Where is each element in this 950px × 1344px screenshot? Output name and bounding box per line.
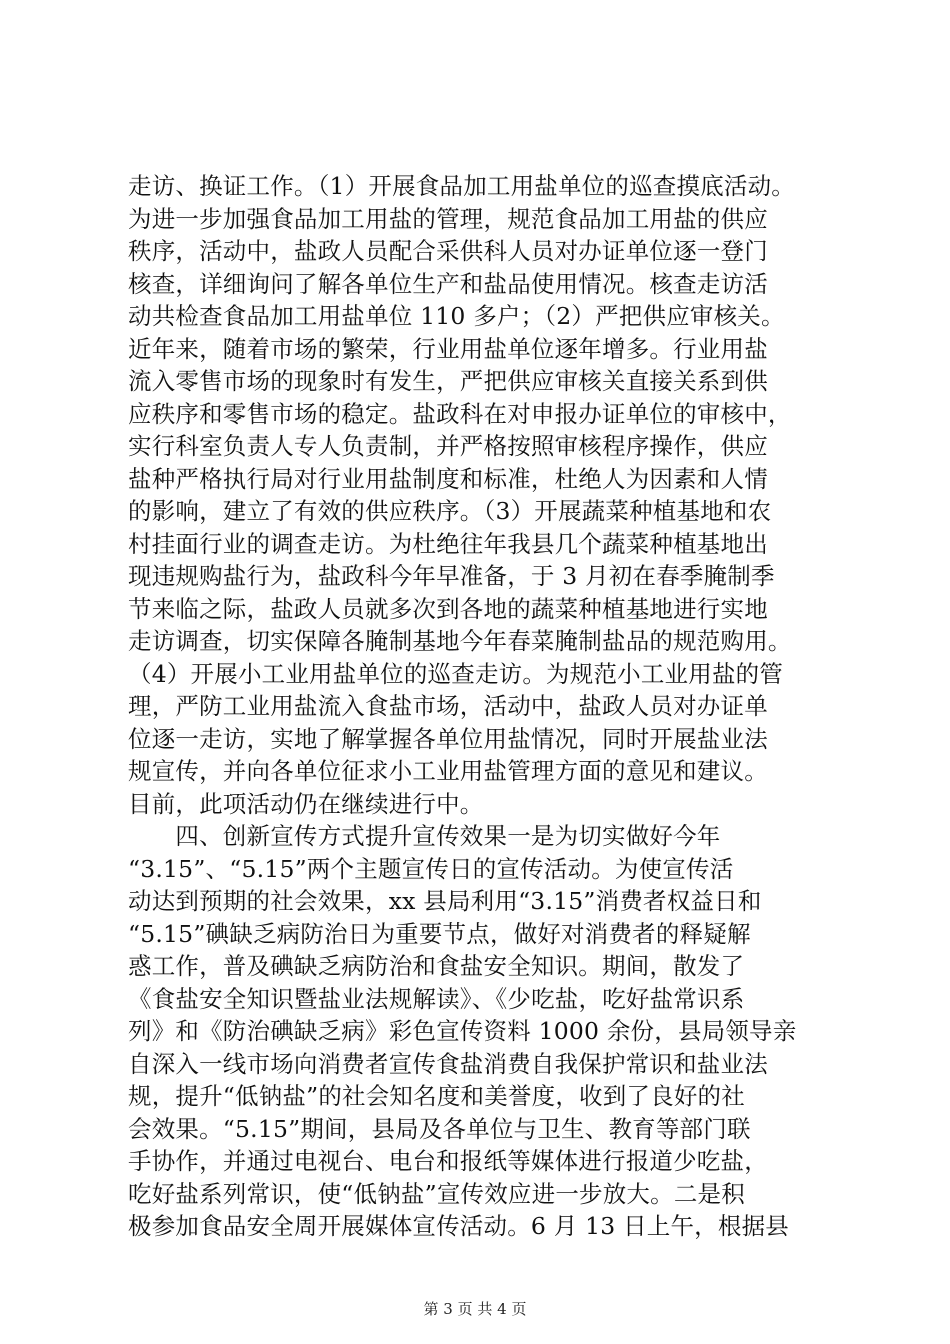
text-line: 规宣传，并向各单位征求小工业用盐管理方面的意见和建议。 [128,757,768,785]
text-line: 村挂面行业的调查走访。为杜绝往年我县几个蔬菜种植基地出 [128,529,768,558]
body-text [128,170,848,1243]
text-line: 核查，详细询问了解各单位生产和盐品使用情况。核查走访活 [128,269,768,298]
text-line: 位逐一走访，实地了解掌握各单位用盐情况，同时开展盐业法 [128,724,768,753]
text-line: 盐种严格执行局对行业用盐制度和标准，杜绝人为因素和人情 [128,464,768,493]
text-line: 节来临之际，盐政人员就多次到各地的蔬菜种植基地进行实地 [128,594,768,623]
text-line: 动达到预期的社会效果，xx 县局利用“3.15”消费者权益日和 [128,887,762,915]
text-line: 走访、换证工作。（1）开展食品加工用盐单位的巡查摸底活动。 [128,172,796,200]
text-line: 吃好盐系列常识，使“低钠盐”宣传效应进一步放大。二是积 [128,1179,745,1208]
text-line: 极参加食品安全周开展媒体宣传活动。6 月 13 日上午，根据县 [128,1212,789,1240]
text-line: 为进一步加强食品加工用盐的管理，规范食品加工用盐的供应 [128,204,768,233]
page-footer: 第 3 页 共 4 页 [423,1300,527,1318]
text-line: （4）开展小工业用盐单位的巡查走访。为规范小工业用盐的管 [128,659,784,688]
text-line: 动共检查食品加工用盐单位 110 多户；（2）严把供应审核关。 [128,302,785,330]
text-line: 列》和《防治碘缺乏病》彩色宣传资料 1000 余份，县局领导亲 [128,1017,797,1045]
text-line: 目前，此项活动仍在继续进行中。 [128,789,484,818]
text-line: “5.15”碘缺乏病防治日为重要节点，做好对消费者的释疑解 [128,919,751,948]
text-line: 走访调查，切实保障各腌制基地今年春菜腌制盐品的规范购用。 [128,627,792,655]
text-line: 秩序，活动中，盐政人员配合采供科人员对办证单位逐一登门 [128,237,768,265]
text-line: 流入零售市场的现象时有发生，严把供应审核关直接关系到供 [128,367,768,395]
text-line: 手协作，并通过电视台、电台和报纸等媒体进行报道少吃盐， [128,1147,768,1175]
text-line: 实行科室负责人专人负责制，并严格按照审核程序操作，供应 [128,432,768,460]
text-line: 惑工作，普及碘缺乏病防治和食盐安全知识。期间，散发了 [128,952,745,980]
text-line: 近年来，随着市场的繁荣，行业用盐单位逐年增多。行业用盐 [128,334,768,363]
text-line: 现违规购盐行为，盐政科今年早准备，于 3 月初在春季腌制季 [128,562,775,590]
text-line: 《食盐安全知识暨盐业法规解读》、《少吃盐，吃好盐常识系 [128,984,745,1013]
text-line: 应秩序和零售市场的稳定。盐政科在对申报办证单位的审核中， [128,399,792,428]
text-line: 自深入一线市场向消费者宣传食盐消费自我保护常识和盐业法 [128,1049,768,1078]
text-line: “3.15”、“5.15”两个主题宣传日的宣传活动。为使宣传活 [128,854,734,883]
text-line: 规，提升“低钠盐”的社会知名度和美誉度，收到了良好的社 [128,1082,745,1110]
text-line: 四、创新宣传方式提升宣传效果一是为切实做好今年 [128,822,721,850]
text-line: 理，严防工业用盐流入食盐市场，活动中，盐政人员对办证单 [128,692,768,720]
text-line: 的影响，建立了有效的供应秩序。（3）开展蔬菜种植基地和农 [128,497,772,525]
text-line: 会效果。“5.15”期间，县局及各单位与卫生、教育等部门联 [128,1114,751,1143]
